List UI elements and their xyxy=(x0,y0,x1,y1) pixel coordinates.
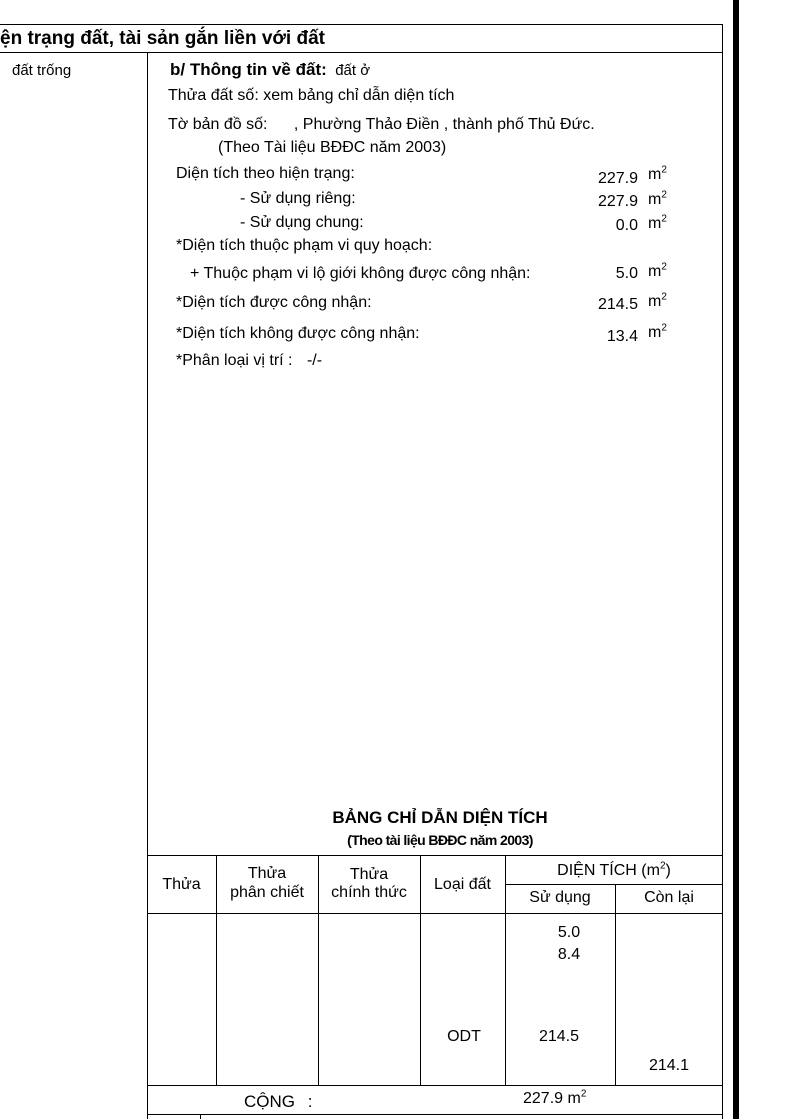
cell-loai-dat-1: ODT xyxy=(447,1028,481,1045)
cell-su-dung-2: 8.4 xyxy=(557,946,581,963)
unit-m: m xyxy=(648,191,662,208)
unit-exp: 2 xyxy=(661,164,667,176)
position-label: *Phân loại vị trí : xyxy=(176,352,293,369)
page-edge-bar xyxy=(733,0,739,1119)
area-row-unit xyxy=(648,191,667,209)
land-info-heading: b/ Thông tin về đất: xyxy=(170,60,327,79)
header-bottom-line xyxy=(0,52,723,53)
area-row-value: 0.0 xyxy=(615,217,638,234)
col-header-thua: Thửa xyxy=(162,876,201,893)
area-row-unit xyxy=(648,215,667,233)
parcel-label: Thửa đất số: xyxy=(168,87,259,104)
map-sheet-location: , Phường Thảo Điền , thành phố Thủ Đức. xyxy=(293,116,595,133)
unit-exp: 2 xyxy=(661,261,667,273)
footer-divider xyxy=(200,1114,201,1119)
total-value-text: 227.9 m xyxy=(523,1090,581,1107)
table-top-line xyxy=(147,855,723,856)
total-colon: : xyxy=(307,1092,313,1111)
parcel-value: xem bảng chỉ dẫn diện tích xyxy=(263,87,455,104)
total-exp: 2 xyxy=(580,1088,587,1100)
table-bottom-line xyxy=(147,1114,723,1115)
area-row-unit xyxy=(648,263,667,281)
area-row-value: 227.9 xyxy=(597,193,638,210)
area-row-label: *Diện tích thuộc phạm vi quy hoạch: xyxy=(176,237,433,254)
col-header-thua-chinh-thuc xyxy=(318,866,420,902)
table-body-bottom-line xyxy=(147,1085,723,1086)
land-info-heading-line xyxy=(170,60,370,80)
total-value xyxy=(523,1090,586,1108)
area-row-value: 227.9 xyxy=(597,170,638,187)
unit-exp: 2 xyxy=(661,322,667,334)
total-label-line xyxy=(244,1092,312,1112)
table-col-divider xyxy=(615,884,616,1085)
table-subheader-line xyxy=(505,884,723,885)
left-column-divider xyxy=(147,52,148,1119)
area-table-title: BẢNG CHỈ DẪN DIỆN TÍCH xyxy=(332,808,548,827)
col-header-line1: Thửa xyxy=(247,865,287,882)
col-header-line2: chính thức xyxy=(331,884,407,901)
parcel-line xyxy=(168,87,454,105)
map-sheet-label: Tờ bản đồ số: xyxy=(168,116,268,133)
land-status-text: đất trống xyxy=(12,62,72,79)
col-header-con-lai: Còn lại xyxy=(644,889,694,906)
total-label: CỘNG xyxy=(244,1092,295,1111)
area-row-value: 5.0 xyxy=(615,265,638,282)
position-line xyxy=(176,352,322,370)
table-header-bottom-line xyxy=(147,913,723,914)
col-header-thua-phan-chiet xyxy=(216,864,318,902)
land-type-value: đất ở xyxy=(335,62,371,79)
unit-m: m xyxy=(648,263,662,280)
dien-tich-close: ) xyxy=(665,862,671,879)
unit-m: m xyxy=(648,324,662,341)
unit-exp: 2 xyxy=(661,189,667,201)
area-row-unit xyxy=(648,293,667,311)
section-title: ện trạng đất, tài sản gắn liền với đất xyxy=(0,28,325,49)
position-value: -/- xyxy=(306,352,323,369)
area-row-unit xyxy=(648,324,667,342)
area-row-label: *Diện tích được công nhận: xyxy=(176,294,372,311)
area-row-label: + Thuộc phạm vi lộ giới không được công nhận: xyxy=(190,265,531,282)
unit-m: m xyxy=(648,166,662,183)
dien-tich-text: DIỆN TÍCH (m xyxy=(557,862,660,879)
area-row-value: 13.4 xyxy=(606,328,638,345)
area-row-unit xyxy=(648,166,667,184)
col-header-line2: phân chiết xyxy=(230,884,304,901)
col-header-su-dung: Sử dụng xyxy=(529,889,591,906)
unit-m: m xyxy=(648,215,662,232)
unit-exp: 2 xyxy=(661,213,667,225)
area-row-value: 214.5 xyxy=(597,296,638,313)
cell-su-dung-1: 5.0 xyxy=(557,924,581,941)
unit-m: m xyxy=(648,293,662,310)
area-row-label: *Diện tích không được công nhận: xyxy=(176,325,420,342)
area-row-label: - Sử dụng chung: xyxy=(240,214,364,231)
area-row-label: - Sử dụng riêng: xyxy=(240,190,356,207)
source-note: (Theo Tài liệu BĐĐC năm 2003) xyxy=(218,139,447,156)
cell-su-dung-3: 214.5 xyxy=(538,1028,580,1045)
area-row-label: Diện tích theo hiện trạng: xyxy=(176,165,355,182)
dien-tich-exp: 2 xyxy=(659,860,666,872)
cell-con-lai-1: 214.1 xyxy=(648,1057,690,1074)
frame-right-line xyxy=(722,24,723,1119)
frame-top-line xyxy=(0,24,723,25)
unit-exp: 2 xyxy=(661,291,667,303)
area-table-subtitle: (Theo tài liệu BĐĐC năm 2003) xyxy=(347,832,533,848)
col-header-line1: Thửa xyxy=(349,866,389,883)
map-sheet-line xyxy=(168,116,595,134)
col-header-dien-tich xyxy=(505,862,723,880)
col-header-loai-dat: Loại đất xyxy=(434,876,491,893)
